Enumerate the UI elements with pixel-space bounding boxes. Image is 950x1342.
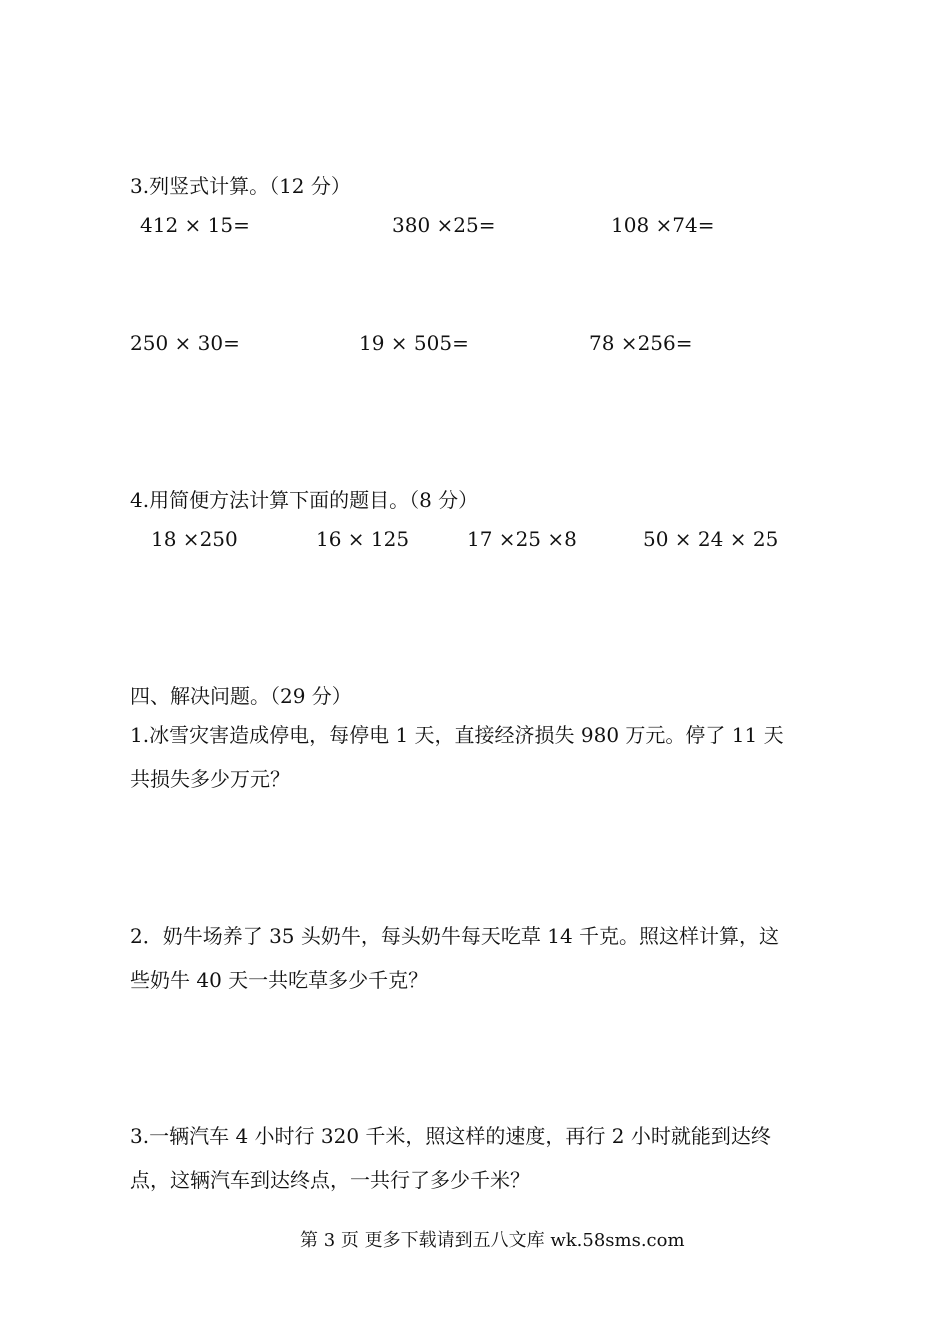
section4-heading: 4.用简便方法计算下面的题目。（8 分） (130, 488, 479, 512)
calc-item: 78 ×256= (589, 331, 693, 355)
question-2-line-1: 2．奶牛场养了 35 头奶牛，每头奶牛每天吃草 14 千克。照这样计算，这 (130, 924, 780, 948)
question-3-line-2: 点，这辆汽车到达终点，一共行了多少千米？ (130, 1168, 530, 1192)
page-footer: 第 3 页 更多下载请到五八文库 wk.58sms.com (300, 1230, 685, 1251)
simplify-item: 50 × 24 × 25 (643, 527, 779, 551)
calc-item: 108 ×74= (611, 213, 715, 237)
question-1-line-1: 1.冰雪灾害造成停电，每停电 1 天，直接经济损失 980 万元。停了 11 天 (130, 723, 784, 747)
question-1-line-2: 共损失多少万元？ (130, 767, 290, 791)
calc-item: 250 × 30= (130, 331, 240, 355)
question-3-line-1: 3.一辆汽车 4 小时行 320 千米，照这样的速度，再行 2 小时就能到达终 (130, 1124, 771, 1148)
part4-heading: 四、解决问题。（29 分） (130, 684, 352, 708)
question-2-line-2: 些奶牛 40 天一共吃草多少千克？ (130, 968, 429, 992)
calc-item: 412 × 15= (140, 213, 250, 237)
calc-item: 19 × 505= (359, 331, 469, 355)
simplify-item: 18 ×250 (151, 527, 238, 551)
calc-item: 380 ×25= (392, 213, 496, 237)
simplify-item: 16 × 125 (316, 527, 410, 551)
section3-heading: 3.列竖式计算。（12 分） (130, 174, 351, 198)
simplify-item: 17 ×25 ×8 (467, 527, 577, 551)
